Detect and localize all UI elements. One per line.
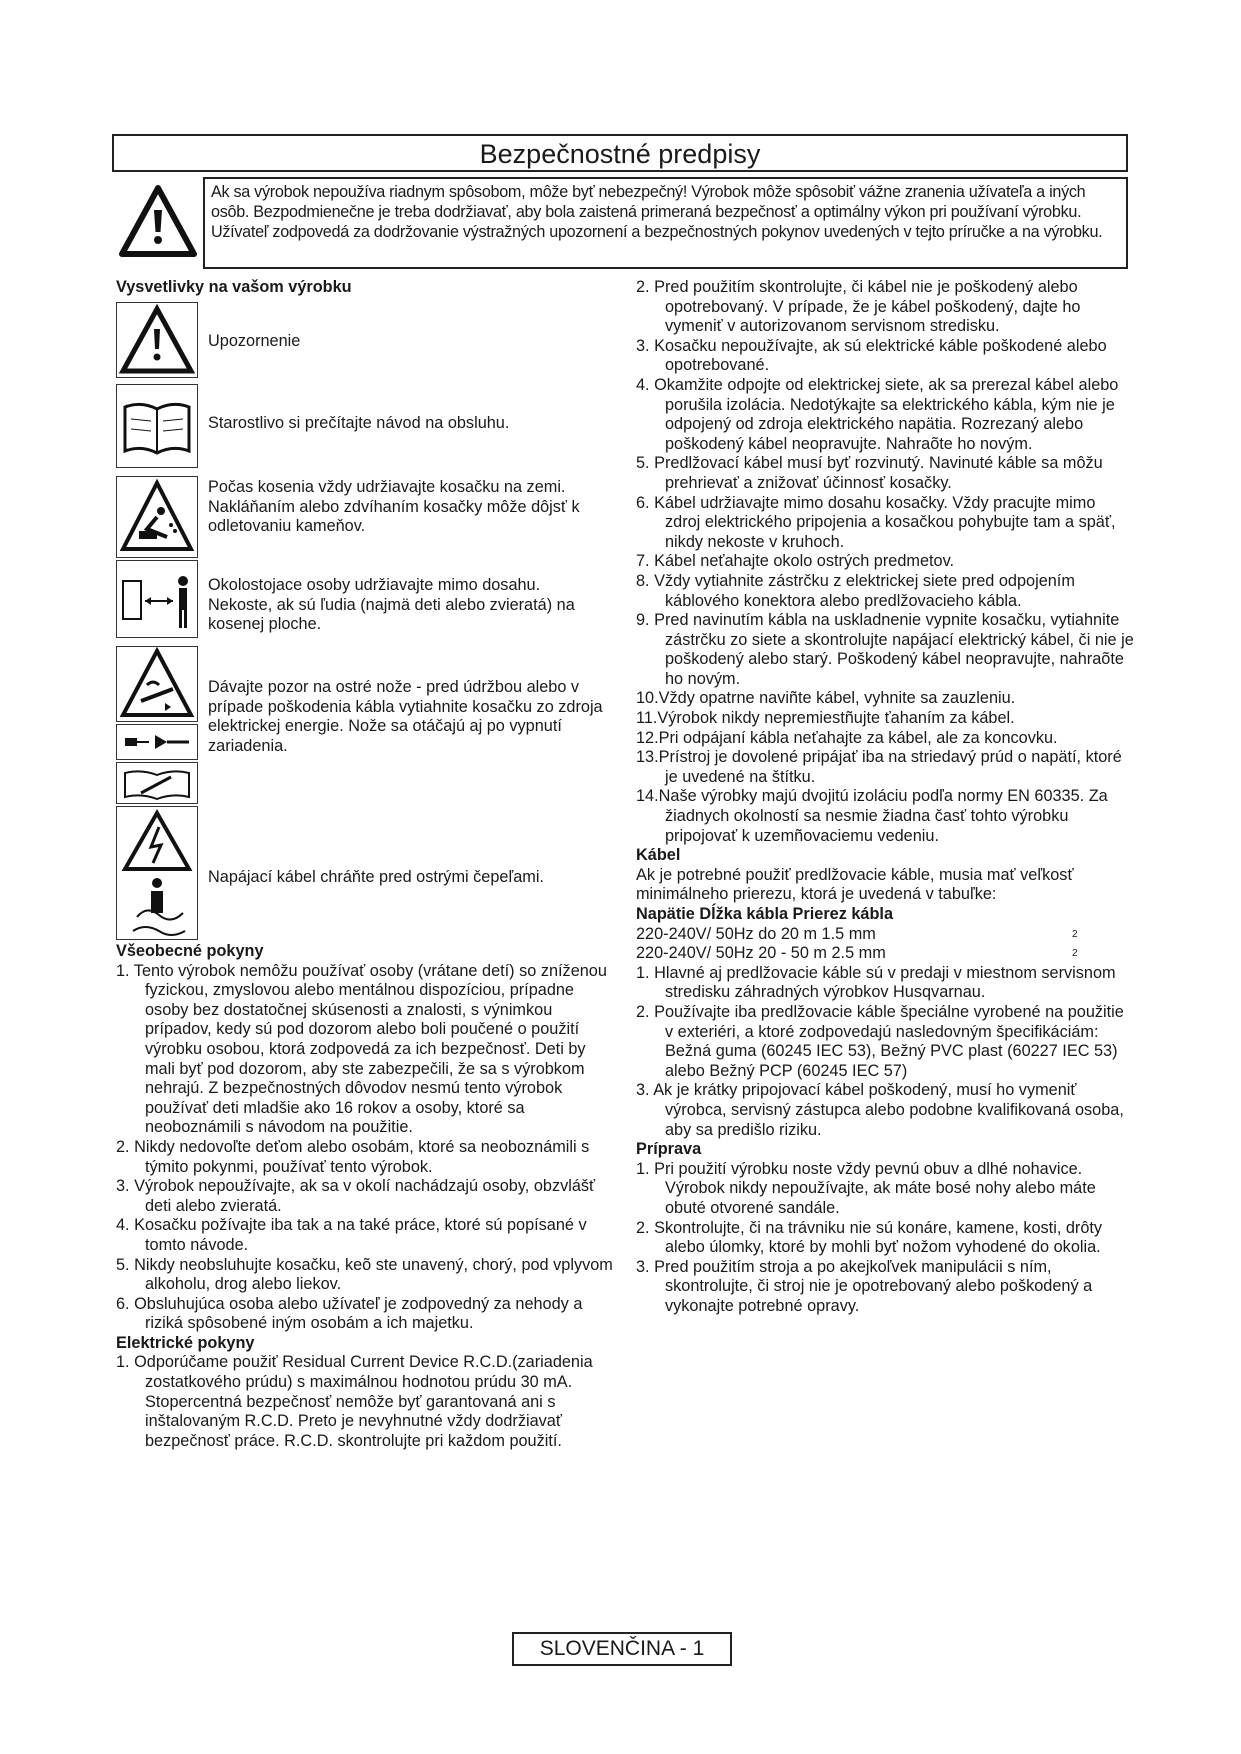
symbol-text: Napájací kábel chráňte pred ostrými čepeľami. <box>208 868 544 886</box>
cable-table-row <box>636 944 1134 964</box>
list-item: 3. Výrobok nepoužívajte, ak sa v okolí nachádzajú osoby, obzvlášť deti alebo zvieratá. <box>116 1177 596 1215</box>
list-item: 1. Odporúčame použiť Residual Current Device R.C.D.(zariadenia zostatkového prúdu) s maximálnou hodnotou prúdu 30 mA. Stopercentná bezpečnosť nemôže byť garantovaná ani s inštalovaným R.C.D. Preto je nevyhnutné vždy dodržiavať bezpečnosť práce. R.C.D. skontrolujte pri každom použití. <box>116 1353 593 1450</box>
list-item: 4. Okamžite odpojte od elektrickej siete, ak sa prerezal kábel alebo porušila izolácia. Nedotýkajte sa elektrického kábla, kým nie je odpojený od zdroja elektrického napätia. Rozrezaný alebo poškodený kábel neopravujte. Nahraõte ho novým. <box>636 375 1119 453</box>
sharp-blade-icon <box>116 646 198 722</box>
cable-heading: Kábel <box>636 846 681 865</box>
maintenance-book-icon <box>116 762 198 804</box>
list-item: 1. Pri použití výrobku noste vždy pevnú obuv a dlhé nohavice. Výrobok nikdy nepoužívajte, ak máte bosé nohy alebo máte obuté otvorené sandále. <box>636 1159 1096 1217</box>
list-item: 4. Kosačku požívajte iba tak a na také práce, ktoré sú popísané v tomto návode. <box>116 1216 587 1254</box>
table-cell: 220-240V/ 50Hz do 20 m 1.5 mm <box>636 924 876 943</box>
unplug-icon <box>116 724 198 760</box>
list-item: 6. Kábel udržiavajte mimo dosahu kosačky. Vždy pracujte mimo zdroj elektrického pripojenia a kosačkou pohybujte tam a späť, nikdy nekoste v kruhoch. <box>636 493 1116 551</box>
superscript: 2 <box>1072 928 1078 940</box>
symbol-text: Starostlivo si prečítajte návod na obsluhu. <box>208 414 510 432</box>
list-item: 2. Nikdy nedovoľte deťom alebo osobám, ktoré sa neoboznámili s týmito pokynmi, používať tento výrobok. <box>116 1137 590 1176</box>
list-item: 3. Kosačku nepoužívajte, ak sú elektrické káble poškodené alebo opotrebované. <box>636 336 1107 375</box>
tilt-hazard-icon <box>116 476 198 558</box>
list-item: 5. Nikdy neobsluhujte kosačku, keõ ste unavený, chorý, pod vplyvom alkoholu, drog alebo liekov. <box>116 1255 613 1294</box>
page-title: Bezpečnostné predpisy <box>112 134 1128 172</box>
symbol-text: Dávajte pozor na ostré nože - pred údržbou alebo v prípade poškodenia kábla vytiahnite kosačku zo zdroja elektrickej energie. Nože sa otáčajú aj po vypnutí zariadenia. <box>208 678 603 755</box>
list-item: 12.Pri odpájaní kábla neťahajte za kábel, ale za koncovku. <box>636 728 1058 747</box>
list-item: 1. Tento výrobok nemôžu používať osoby (vrátane detí) so zníženou fyzickou, zmyslovou alebo mentálnou dispozíciou, prípadne osoby bez dostatočnej skúsenosti a znalosti, s výnimkou prípadov, kedy sú pod dozorom alebo boli poučené o použití výrobku osobou, ktorá zodpovedá za ich bezpečnosť. Deti by mali byť pod dozorom, aby ste zabezpečili, že sa s výrobkom nehrajú. Z bezpečnostných dôvodov nesmú tento výrobok používať deti mladšie ako 16 rokov a osoby, ktoré sa neoboznámili s návodom na použitie. <box>116 961 607 1137</box>
list-item: 2. Pred použitím skontrolujte, či kábel nie je poškodený alebo opotrebovaný. V prípade, že je kábel poškodený, dajte ho vymeniť v autorizovanom servisnom stredisku. <box>636 278 1081 336</box>
symbols-heading: Vysvetlivky na vašom výrobku <box>116 278 352 296</box>
electric-heading: Elektrické pokyny <box>116 1333 255 1352</box>
left-column <box>116 278 616 298</box>
list-item: 10.Vždy opatrne naviñte kábel, vyhnite sa zauzleniu. <box>636 689 1016 708</box>
warning-icon <box>116 302 198 378</box>
warning-icon <box>118 182 198 267</box>
electric-cable-icon <box>116 806 198 940</box>
preparation-heading: Príprava <box>636 1140 702 1159</box>
cable-intro: Ak je potrebné použiť predlžovacie káble, musia mať veľkosť minimálneho prierezu, ktorá je uvedená v tabuľke: <box>636 865 1074 904</box>
cable-table-row <box>636 925 1134 945</box>
list-item: 2. Skontrolujte, či na trávniku nie sú konáre, kamene, kosti, drôty alebo úlomky, ktoré by mohli byť nožom vyhodené do okolia. <box>636 1218 1103 1257</box>
keep-distance-icon <box>116 560 198 638</box>
table-cell: 220-240V/ 50Hz 20 - 50 m 2.5 mm <box>636 944 886 963</box>
symbol-text: Počas kosenia vždy udržiavajte kosačku na zemi. Nakláňaním alebo zdvíhaním kosačky môže dôjsť k odletovaniu kameňov. <box>208 478 580 536</box>
list-item: 3. Pred použitím stroja a po akejkoľvek manipulácii s ním, skontrolujte, či stroj nie je opotrebovaný alebo poškodený a vykonajte potrebné opravy. <box>636 1257 1093 1315</box>
list-item: 7. Kábel neťahajte okolo ostrých predmetov. <box>636 552 955 571</box>
list-item: 5. Predlžovací kábel musí byť rozvinutý. Navinuté káble sa môžu prehrievať a znižovať účinnosť kosačky. <box>636 454 1103 492</box>
list-item: 13.Prístroj je dovolené pripájať iba na striedavý prúd o napätí, ktoré je uvedené na štítku. <box>636 748 1122 786</box>
right-column <box>636 278 1134 1316</box>
symbol-text: Upozornenie <box>208 332 301 350</box>
list-item: 6. Obsluhujúca osoba alebo užívateľ je zodpovedný za nehody a riziká spôsobené iným osobám a ich majetku. <box>116 1294 583 1333</box>
cable-table-header: Napätie Dĺžka kábla Prierez kábla <box>636 905 894 923</box>
list-item: 8. Vždy vytiahnite zástrčku z elektrickej siete pred odpojením káblového konektora alebo predlžovacieho kábla. <box>636 571 1075 610</box>
page-footer: SLOVENČINA - 1 <box>512 1632 732 1666</box>
list-item: 11.Výrobok nikdy nepremiestñujte ťahaním za kábel. <box>636 709 1015 728</box>
general-heading: Všeobecné pokyny <box>116 942 264 960</box>
list-item: 9. Pred navinutím kábla na uskladnenie vypnite kosačku, vytiahnite zástrčku zo siete a skontrolujte napájací elektrický kábel, či nie je poškodený alebo starý. Poškodený kábel neopravujte, nahraõte ho novým. <box>636 611 1134 688</box>
warning-text: Ak sa výrobok nepoužíva riadnym spôsobom, môže byť nebezpečný! Výrobok môže spôsobiť vážne zranenia užívateľa a iných osôb. Bezpodmienečne je treba dodržiavať, aby bola zaistená primeraná bezpečnosť a optimálny výkon pri používaní výrobku. Užívateľ zodpovedá za dodržovanie výstražných upozornení a bezpečnostných pokynov uvedených v tejto príručke a na výrobku. <box>203 177 1128 269</box>
manual-book-icon <box>116 384 198 468</box>
list-item: 3. Ak je krátky pripojovací kábel poškodený, musí ho vymeniť výrobca, servisný zástupca alebo podobne kvalifikovaná osoba, aby sa predišlo riziku. <box>636 1081 1124 1139</box>
symbol-text: Okolostojace osoby udržiavajte mimo dosahu. Nekoste, ak sú ľudia (najmä deti alebo zvieratá) na kosenej ploche. <box>208 576 575 634</box>
list-item: 1. Hlavné aj predlžovacie káble sú v predaji v miestnom servisnom stredisku záhradných výrobkov Husqvarnau. <box>636 963 1116 1002</box>
superscript: 2 <box>1072 948 1078 960</box>
general-section <box>116 942 616 1451</box>
list-item: 14.Naše výrobky majú dvojitú izoláciu podľa normy EN 60335. Za žiadnych okolností sa nesmie žiadna časť tohto výrobku pripojovať k uzemñovaciemu vedeniu. <box>636 787 1108 845</box>
list-item: 2. Používajte iba predlžovacie káble špeciálne vyrobené na použitie v exteriéri, a ktoré zodpovedajú nasledovným špecifikáciám: Bežná guma (60245 IEC 53), Bežný PVC plast (60227 IEC 53) alebo Bežný PCP (60245 IEC 57) <box>636 1002 1124 1080</box>
